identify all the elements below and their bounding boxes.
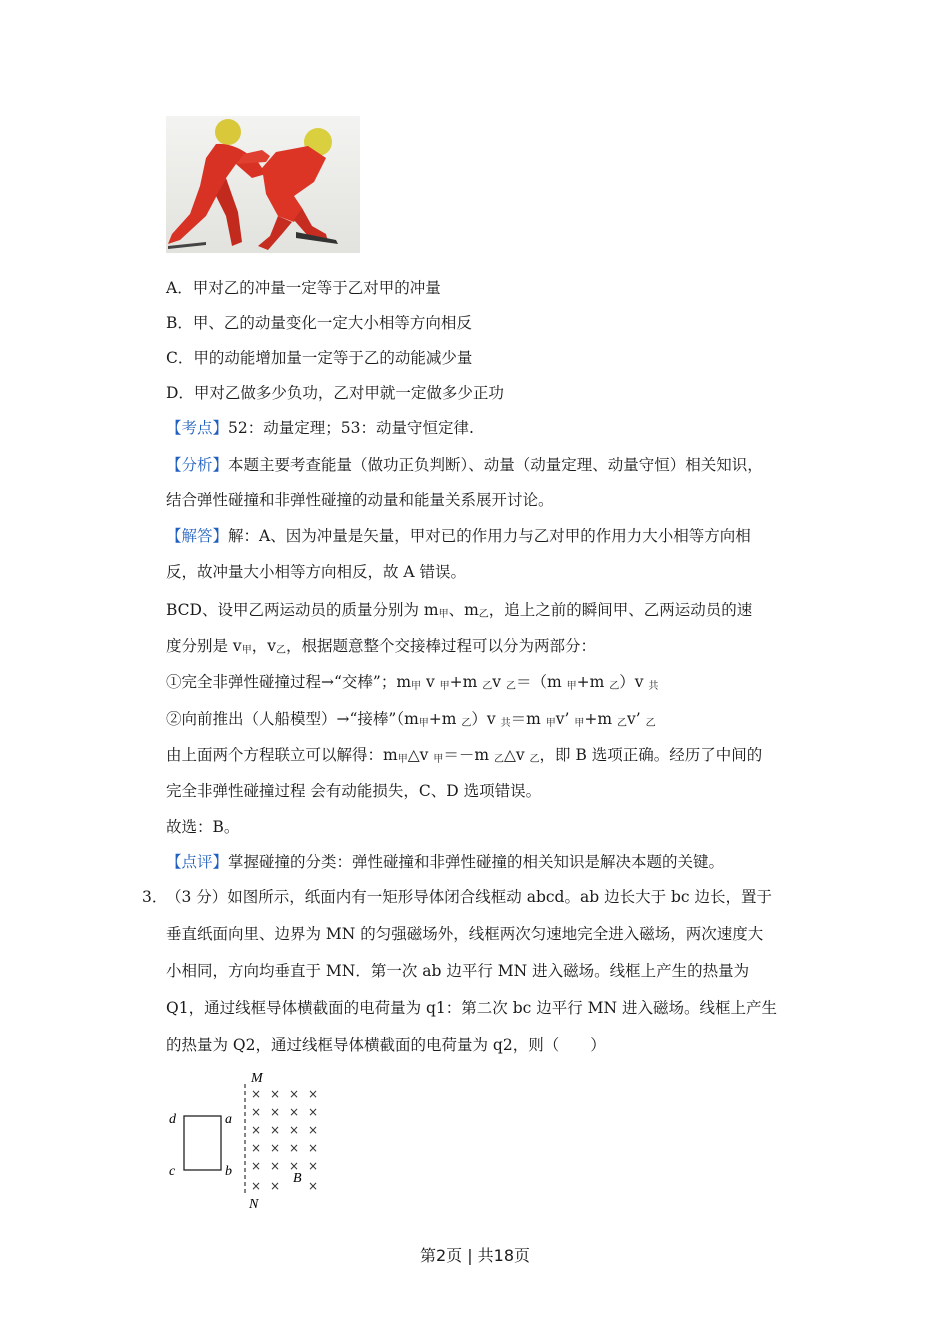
- sub-yi: 乙: [645, 718, 656, 729]
- sub-gong: 共: [648, 681, 659, 692]
- kaodian-tag: 【考点】: [166, 419, 229, 437]
- sub-jia: 甲: [418, 718, 429, 729]
- field-cross: ×: [289, 1123, 300, 1137]
- text-seg: 度分别是 v: [166, 637, 242, 655]
- label-m: M: [251, 1071, 263, 1086]
- speed-skaters-photo: [166, 116, 360, 253]
- equation-2: ②向前推出（人船模型）→“接棒$”(m_甲+m$ $_乙$）v $_共$＝m $_甲$v’ $_甲$+m $_乙$v’ $_乙$: [166, 710, 656, 729]
- label-d: d: [169, 1112, 176, 1127]
- field-cross: ×: [270, 1087, 281, 1101]
- label-n: N: [249, 1197, 259, 1212]
- field-cross: ×: [270, 1105, 281, 1119]
- jieda-tag: 【解答】: [166, 527, 229, 545]
- magnetic-field-figure: [163, 1068, 328, 1213]
- dianping-text: 掌握碰撞的分类：弹性碰撞和非弹性碰撞的相关知识是解决本题的关键。: [228, 853, 725, 871]
- field-crosses: [251, 1087, 318, 1193]
- sub-jia: 甲: [241, 645, 252, 656]
- label-field-b: B: [293, 1171, 302, 1186]
- equation-1: ①完全非弹性碰撞过程→“交棒”；$m_甲$ v $_甲$+m $_乙$v $_乙$＝（m $_甲$+m $_乙$）v $_共$: [166, 673, 659, 692]
- field-cross: ×: [289, 1159, 300, 1173]
- sub-yi: 乙: [478, 609, 489, 620]
- text-seg: ，追上之前的瞬间甲、乙两运动员的速: [488, 601, 753, 619]
- option-b: B．甲、乙的动量变化一定大小相等方向相反: [166, 314, 472, 332]
- sub-jia: 甲: [439, 681, 450, 692]
- sub-yi: 乙: [616, 718, 627, 729]
- fenxi-line-1: [166, 455, 763, 475]
- sub-jia: 甲: [545, 718, 556, 729]
- field-cross: ×: [308, 1123, 319, 1137]
- dianping-line: [166, 852, 724, 872]
- field-cross: ×: [270, 1141, 281, 1155]
- label-b: b: [225, 1164, 232, 1179]
- label-c: c: [169, 1164, 176, 1179]
- field-cross: ×: [289, 1141, 300, 1155]
- fenxi-text-1: 本题主要考查能量（做功正负判断）、动量（动量定理、动量守恒）相关知识，: [228, 456, 763, 474]
- fenxi-line-2: 结合弹性碰撞和非弹性碰撞的动量和能量关系展开讨论。: [166, 491, 554, 509]
- question-3-number: 3．: [142, 888, 168, 906]
- question-3-line-2: 垂直纸面向里、边界为 MN 的匀强磁场外，线框两次匀速地完全进入磁场，两次速度大: [166, 925, 764, 943]
- field-cross: ×: [251, 1087, 262, 1101]
- sub-jia: 甲: [574, 718, 585, 729]
- text-seg: 由上面两个方程联立可以解得：m: [166, 746, 398, 764]
- field-cross: ×: [308, 1159, 319, 1173]
- field-cross: ×: [289, 1105, 300, 1119]
- question-3-line-3: 小相同，方向均垂直于 MN．第一次 ab 边平行 MN 进入磁场。线框上产生的热量为: [166, 962, 750, 980]
- text-seg: BCD、设甲乙两运动员的质量分别为 m: [166, 601, 439, 619]
- sub-yi: 乙: [275, 645, 286, 656]
- option-a: A．甲对乙的冲量一定等于乙对甲的冲量: [166, 279, 441, 297]
- sub-yi: 乙: [482, 681, 493, 692]
- rectangular-frame: [184, 1116, 221, 1170]
- option-d: D．甲对乙做多少负功，乙对甲就一定做多少正功: [166, 384, 504, 402]
- sub-yi: 乙: [493, 754, 504, 765]
- question-3-line-4: Q1，通过线框导体横截面的电荷量为 q1：第二次 bc 边平行 MN 进入磁场。线框上产生: [166, 999, 778, 1017]
- text-seg: ①完全非弹性碰撞过程→“交棒”；m: [166, 673, 412, 691]
- jieda-line-3: [166, 600, 752, 625]
- question-3-line-1: （3 分）如图所示，纸面内有一矩形导体闭合线框动 abcd。ab 边长大于 bc 边长，置于: [166, 888, 773, 906]
- jieda-line-2: 反，故冲量大小相等方向相反，故 A 错误。: [166, 563, 467, 581]
- text-seg: 、m: [448, 601, 479, 619]
- field-cross: ×: [251, 1179, 262, 1193]
- sub-yi: 乙: [505, 681, 516, 692]
- sub-yi: 乙: [461, 718, 472, 729]
- label-a: a: [225, 1112, 232, 1127]
- sub-jia: 甲: [397, 754, 408, 765]
- jieda-line-8: 完全非弹性碰撞过程 会有动能损失，C、D 选项错误。: [166, 782, 542, 800]
- jieda-text-1: 解：A、因为冲量是矢量，甲对已的作用力与乙对甲的作用力大小相等方向相: [228, 527, 751, 545]
- text-seg: ，v: [251, 637, 276, 655]
- field-cross: ×: [308, 1141, 319, 1155]
- field-cross: ×: [251, 1159, 262, 1173]
- field-cross: ×: [251, 1105, 262, 1119]
- field-cross: ×: [251, 1123, 262, 1137]
- field-cross: ×: [270, 1123, 281, 1137]
- fenxi-tag: 【分析】: [166, 456, 229, 474]
- jieda-line-1: [166, 526, 751, 546]
- kaodian-line: [166, 418, 474, 438]
- sub-yi: 乙: [529, 754, 540, 765]
- field-cross: ×: [308, 1087, 319, 1101]
- text-seg: ，根据题意整个交接棒过程可以分为两部分：: [285, 637, 596, 655]
- field-cross: ×: [270, 1179, 281, 1193]
- field-cross: ×: [289, 1087, 300, 1101]
- field-cross: ×: [251, 1141, 262, 1155]
- sub-jia: 甲: [433, 754, 444, 765]
- field-cross: ×: [308, 1179, 319, 1193]
- text-seg: ，即 B 选项正确。经历了中间的: [539, 746, 763, 764]
- kaodian-text: 52：动量定理；53：动量守恒定律.: [228, 419, 474, 437]
- sub-gong: 共: [500, 718, 511, 729]
- jieda-line-4: [166, 636, 596, 661]
- field-cross: ×: [270, 1159, 281, 1173]
- field-cross: ×: [308, 1105, 319, 1119]
- sub-jia: 甲: [438, 609, 449, 620]
- sub-jia: 甲: [411, 681, 422, 692]
- question-3-line-5: 的热量为 Q2，通过线框导体横截面的电荷量为 q2，则（ ）: [166, 1036, 606, 1054]
- jieda-line-7: 由上面两个方程联立可以解得：$m_甲\triangle v$ $_甲$＝－m $_乙$△v $_乙$，即 B 选项正确。经历了中间的: [166, 746, 763, 765]
- text-seg: ②向前推出（人船模型）→“接棒”（m: [166, 710, 419, 728]
- sub-jia: 甲: [566, 681, 577, 692]
- option-c: C．甲的动能增加量一定等于乙的动能减少量: [166, 349, 473, 367]
- jieda-line-9: 故选：B。: [166, 818, 240, 836]
- dianping-tag: 【点评】: [166, 853, 229, 871]
- sub-yi: 乙: [609, 681, 620, 692]
- page-footer: 第2页 | 共18页: [419, 1246, 531, 1265]
